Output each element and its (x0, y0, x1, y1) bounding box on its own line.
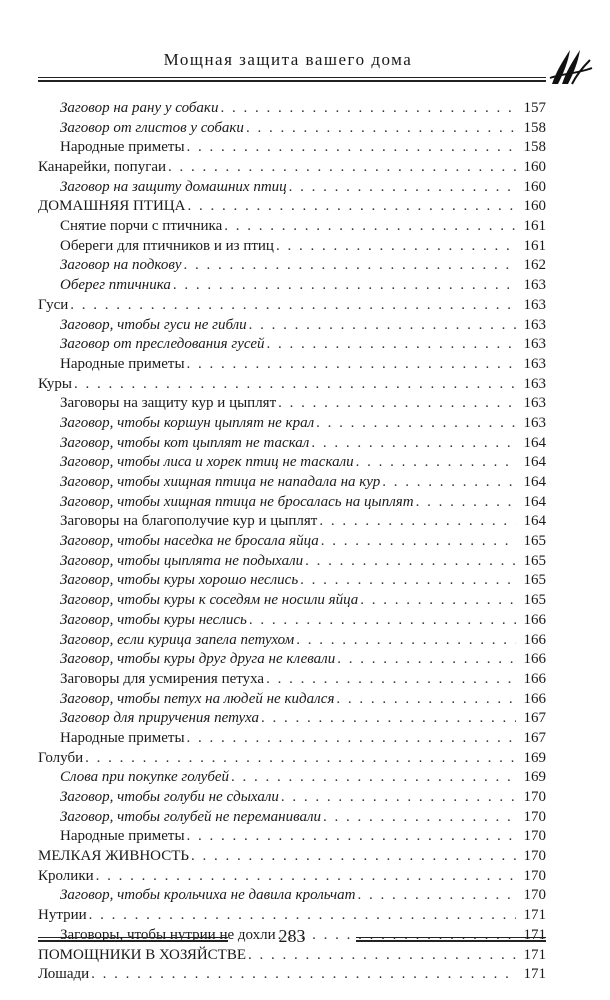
toc-entry-title: Заговоры, чтобы нутрии не дохли (60, 926, 276, 943)
toc-entry-page: 163 (523, 375, 546, 392)
running-header (38, 50, 538, 74)
toc-entry-title: Нутрии (38, 907, 87, 924)
toc-entry (38, 847, 546, 867)
toc-entry-title: Заговор, чтобы цыплята не подыхали (60, 552, 304, 569)
toc-entry-page: 163 (523, 395, 546, 412)
toc-entry-page: 166 (523, 611, 546, 628)
toc-entry (38, 788, 546, 808)
leader-dots (249, 611, 516, 631)
leader-dots (91, 965, 516, 985)
toc-entry-page: 167 (523, 729, 546, 746)
toc-entry-title: Заговоры на защиту кур и цыплят (60, 395, 277, 412)
leader-dots (187, 827, 516, 847)
toc-entry (38, 650, 546, 670)
leader-dots (416, 493, 516, 513)
toc-entry-title: Заговор на подкову (60, 257, 182, 274)
toc-entry-page: 163 (523, 296, 546, 313)
toc-entry-title: Канарейки, попугаи (38, 159, 167, 176)
leader-dots (184, 256, 516, 276)
toc-entry-title: Заговор, чтобы наседка не бросала яйца (60, 533, 319, 550)
toc-entry (38, 749, 546, 769)
toc-entry (38, 394, 546, 414)
toc-entry-page: 171 (523, 966, 546, 983)
toc-entry-title: Заговор, чтобы хищная птица не бросалась на цыплят (60, 493, 414, 510)
page-footer (38, 926, 546, 954)
footer-rule-right-thick (356, 940, 546, 942)
leader-dots (261, 709, 516, 729)
toc-entry (38, 906, 546, 926)
page-number: 283 (278, 926, 306, 946)
header-rule-thick (38, 80, 546, 82)
toc-entry (38, 138, 546, 158)
toc-entry-page: 163 (523, 336, 546, 353)
toc-entry (38, 512, 546, 532)
toc-entry (38, 493, 546, 513)
toc-entry (38, 335, 546, 355)
toc-entry-title: Заговор на рану у собаки (60, 99, 219, 116)
toc-entry-page: 163 (523, 316, 546, 333)
toc-entry (38, 414, 546, 434)
leader-dots (323, 808, 516, 828)
toc-entry-title: ПОМОЩНИКИ В ХОЗЯЙСТВЕ (38, 946, 246, 963)
toc-entry-page: 165 (523, 552, 546, 569)
leader-dots (356, 453, 516, 473)
toc-entry-page: 171 (523, 946, 546, 963)
toc-entry-title: Заговор, чтобы коршун цыплят не крал (60, 414, 315, 431)
toc-entry (38, 591, 546, 611)
toc-entry-page: 169 (523, 749, 546, 766)
leader-dots (187, 729, 516, 749)
toc-entry-page: 165 (523, 533, 546, 550)
toc-entry (38, 709, 546, 729)
toc-entry-page: 164 (523, 474, 546, 491)
toc-entry-title: Народные приметы (60, 139, 185, 156)
leader-dots (289, 178, 516, 198)
toc-entry-title: Заговор для приручения петуха (60, 710, 259, 727)
leader-dots (300, 571, 516, 591)
toc-entry-page: 166 (523, 631, 546, 648)
toc-entry (38, 552, 546, 572)
toc-entry (38, 670, 546, 690)
leader-dots (187, 355, 516, 375)
toc-entry (38, 473, 546, 493)
leader-dots (281, 788, 516, 808)
toc-entry-title: МЕЛКАЯ ЖИВНОСТЬ (38, 848, 189, 865)
leader-dots (249, 316, 516, 336)
toc-entry-title: Заговор, чтобы крольчиха не давила крольчат (60, 887, 356, 904)
toc-entry-page: 160 (523, 198, 546, 215)
toc-entry-title: Снятие порчи с птичника (60, 218, 223, 235)
toc-entry-page: 158 (523, 139, 546, 156)
toc-entry-title: Заговор, чтобы куры неслись (60, 611, 247, 628)
leader-dots (168, 158, 516, 178)
toc-entry-title: Заговор, чтобы гуси не гибли (60, 316, 247, 333)
toc-entry (38, 768, 546, 788)
toc-entry (38, 119, 546, 139)
leader-dots (296, 631, 516, 651)
toc-entry-page: 161 (523, 237, 546, 254)
toc-entry-page: 170 (523, 848, 546, 865)
leader-dots (358, 886, 517, 906)
toc-entry-title: Народные приметы (60, 828, 185, 845)
toc-entry-title: Заговор на защиту домашних птиц (60, 178, 287, 195)
publisher-logo-icon (546, 44, 594, 88)
toc-entry-page: 171 (523, 926, 546, 943)
leader-dots (266, 670, 516, 690)
toc-entry-page: 158 (523, 119, 546, 136)
leader-dots (382, 473, 516, 493)
table-of-contents (38, 99, 546, 985)
leader-dots (316, 414, 516, 434)
toc-entry (38, 158, 546, 178)
toc-entry (38, 99, 546, 119)
toc-entry-page: 164 (523, 493, 546, 510)
toc-entry (38, 296, 546, 316)
leader-dots (321, 532, 516, 552)
toc-entry-page: 166 (523, 651, 546, 668)
toc-entry-title: Кролики (38, 867, 94, 884)
toc-entry-title: Заговор, чтобы голуби не сдыхали (60, 789, 279, 806)
toc-entry-title: Заговор, чтобы куры хорошо неслись (60, 572, 299, 589)
toc-entry-title: Народные приметы (60, 355, 185, 372)
leader-dots (89, 906, 516, 926)
toc-entry-page: 166 (523, 670, 546, 687)
toc-entry (38, 217, 546, 237)
toc-entry-page: 171 (523, 907, 546, 924)
toc-entry-page: 169 (523, 769, 546, 786)
leader-dots (360, 591, 516, 611)
toc-entry-page: 165 (523, 592, 546, 609)
leader-dots (319, 512, 516, 532)
leader-dots (187, 138, 516, 158)
toc-entry (38, 453, 546, 473)
leader-dots (224, 217, 516, 237)
toc-entry-title: Заговор, чтобы куры друг друга не клевали (60, 651, 336, 668)
toc-entry-page: 160 (523, 178, 546, 195)
leader-dots (278, 394, 516, 414)
toc-entry (38, 434, 546, 454)
toc-entry-title: Заговор, если курица запела петухом (60, 631, 295, 648)
toc-entry-title: Голуби (38, 749, 84, 766)
toc-entry-page: 170 (523, 789, 546, 806)
toc-entry-title: Слова при покупке голубей (60, 769, 230, 786)
leader-dots (70, 296, 516, 316)
toc-entry (38, 572, 546, 592)
header-rule-thin (38, 77, 546, 78)
toc-entry-title: Заговор, чтобы хищная птица не нападала на кур (60, 474, 381, 491)
leader-dots (85, 749, 516, 769)
leader-dots (305, 552, 516, 572)
header-title: Мощная защита вашего дома (163, 50, 413, 69)
leader-dots (187, 197, 516, 217)
toc-entry-title: Заговор, чтобы кот цыплят не таскал (60, 434, 310, 451)
leader-dots (267, 335, 516, 355)
leader-dots (337, 650, 516, 670)
toc-entry-title: ДОМАШНЯЯ ПТИЦА (38, 198, 186, 215)
toc-entry-page: 162 (523, 257, 546, 274)
toc-entry-title: Заговор, чтобы голубей не переманивали (60, 808, 322, 825)
toc-entry-title: Лошади (38, 966, 90, 983)
toc-entry-page: 163 (523, 414, 546, 431)
toc-entry-title: Заговоры для усмирения петуха (60, 670, 265, 687)
toc-entry-page: 167 (523, 710, 546, 727)
leader-dots (311, 434, 516, 454)
toc-entry (38, 631, 546, 651)
toc-entry (38, 827, 546, 847)
toc-entry-title: Заговоры на благополучие кур и цыплят (60, 513, 318, 530)
toc-entry (38, 355, 546, 375)
toc-entry-title: Заговор от преследования гусей (60, 336, 265, 353)
leader-dots (173, 276, 516, 296)
toc-entry (38, 237, 546, 257)
toc-entry-title: Гуси (38, 296, 69, 313)
toc-entry-title: Народные приметы (60, 729, 185, 746)
toc-entry (38, 867, 546, 887)
toc-entry-page: 163 (523, 277, 546, 294)
toc-entry (38, 532, 546, 552)
leader-dots (336, 690, 516, 710)
toc-entry (38, 257, 546, 277)
toc-entry (38, 178, 546, 198)
leader-dots (220, 99, 516, 119)
toc-entry (38, 808, 546, 828)
toc-entry-page: 161 (523, 218, 546, 235)
toc-entry-title: Заговор, чтобы лиса и хорек птиц не таскали (60, 454, 354, 471)
toc-entry-page: 164 (523, 454, 546, 471)
toc-entry-title: Заговор, чтобы куры к соседям не носили яйца (60, 592, 359, 609)
toc-entry-page: 165 (523, 572, 546, 589)
leader-dots (246, 119, 516, 139)
toc-entry-page: 160 (523, 159, 546, 176)
toc-entry (38, 316, 546, 336)
toc-entry-page: 166 (523, 690, 546, 707)
leader-dots (96, 867, 516, 887)
toc-entry-title: Оберег птичника (60, 277, 171, 294)
toc-entry-title: Куры (38, 375, 72, 392)
toc-entry-page: 164 (523, 513, 546, 530)
toc-entry (38, 729, 546, 749)
toc-entry-page: 164 (523, 434, 546, 451)
toc-entry (38, 965, 546, 985)
leader-dots (276, 237, 516, 257)
toc-entry-page: 170 (523, 808, 546, 825)
toc-entry (38, 197, 546, 217)
toc-entry-page: 163 (523, 355, 546, 372)
toc-entry (38, 887, 546, 907)
leader-dots (191, 847, 516, 867)
toc-entry-page: 170 (523, 867, 546, 884)
toc-entry-title: Заговор от глистов у собаки (60, 119, 244, 136)
toc-entry (38, 690, 546, 710)
footer-rule-right-thin (356, 937, 546, 938)
toc-entry-title: Заговор, чтобы петух на людей не кидался (60, 690, 335, 707)
toc-entry-page: 170 (523, 828, 546, 845)
toc-entry-page: 157 (523, 99, 546, 116)
leader-dots (231, 768, 516, 788)
toc-entry-title: Обереги для птичников и из птиц (60, 237, 274, 254)
toc-entry (38, 276, 546, 296)
leader-dots (74, 375, 516, 395)
toc-entry-page: 170 (523, 887, 546, 904)
toc-entry (38, 375, 546, 395)
toc-entry (38, 611, 546, 631)
